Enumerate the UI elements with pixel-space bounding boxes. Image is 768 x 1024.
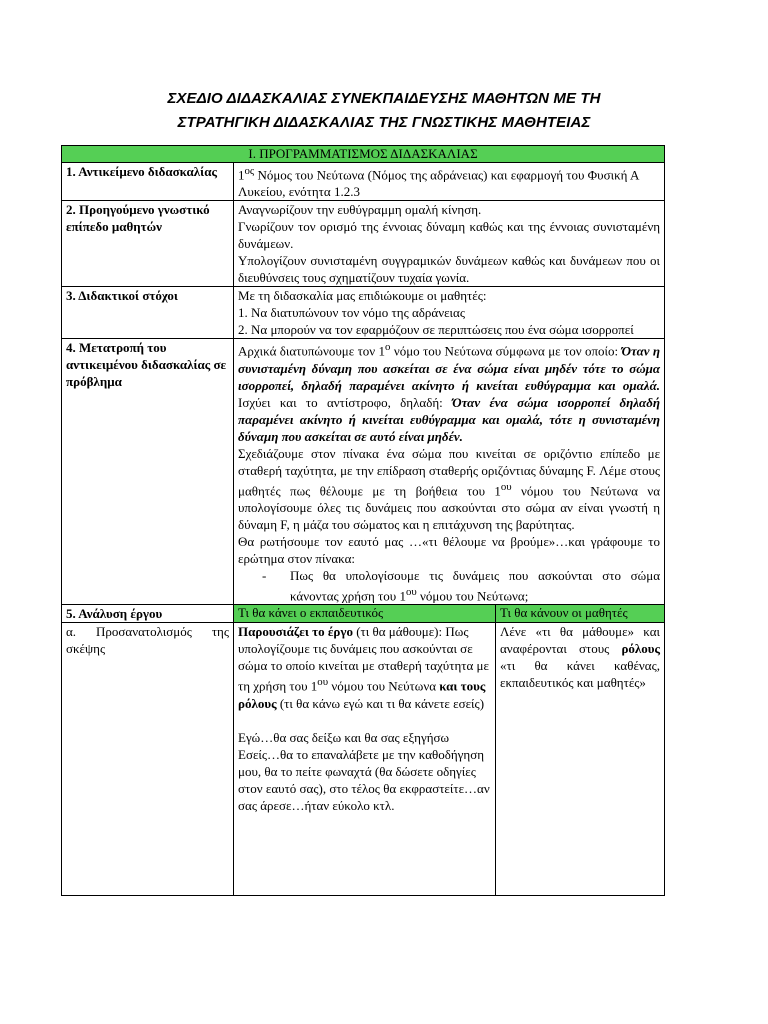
prior-knowledge-line: Υπολογίζουν συνισταμένη συγγραμικών δυνάμεων καθώς και δυνάμεων που οι διευθύνσεις τους σχηματίζουν τυχαία γωνία.: [238, 253, 661, 286]
problem-paragraph-3: Θα ρωτήσουμε τον εαυτό μας …«τι θέλουμε να βρούμε»…και γράφουμε το ερώτημα στον πίνακα:: [238, 533, 661, 566]
document-title-line-1: ΣΧΕΔΙΟ ΔΙΔΑΣΚΑΛΙΑΣ ΣΥΝΕΚΠΑΙΔΕΥΣΗΣ ΜΑΘΗΤΩΝ ΜΕ ΤΗ: [167, 90, 601, 107]
prior-knowledge-line: Αναγνωρίζουν την ευθύγραμμη ομαλή κίνηση.: [238, 202, 482, 218]
text-run: Παρουσιάζει το έργο: [238, 624, 353, 640]
document-title-line-2: ΣΤΡΑΤΗΓΙΚΗ ΔΙΔΑΣΚΑΛΙΑΣ ΤΗΣ ΓΝΩΣΤΙΚΗΣ ΜΑΘΗΤΕΙΑΣ: [177, 114, 591, 131]
student-actions: [496, 623, 665, 896]
spacer: [238, 712, 491, 729]
law-converse-statement: Όταν ένα σώμα ισορροπεί δηλαδή παραμένει ακίνητο ή κινείται ευθύγραμμα και ομαλά, τότε η συνισταμένη δύναμη που ασκείται σε αυτό είναι μηδέν.: [238, 394, 661, 444]
row-label-prior-knowledge: 2. Προηγούμενο γνωστικό επίπεδο μαθητών: [62, 201, 234, 287]
table-row: [62, 605, 665, 623]
text-run: Λένε «τι θα μάθουμε» και αναφέρονται στους: [500, 624, 661, 657]
superscript: ου: [500, 480, 512, 493]
students-column-header: Τι θα κάνουν οι μαθητές: [496, 605, 665, 623]
text-run: Σχεδιάζουμε στον πίνακα ένα σώμα που κινείται σε οριζόντιο επίπεδο με σταθερή ταχύτητα, με την επίδραση σταθερής οριζόντιας δύναμης F. Λέμε στους μαθητές πως θέλουμε με τη βοήθεια του 1: [238, 445, 661, 498]
law-statement: Όταν η συνισταμένη δύναμη που ασκείται σε ένα σώμα είναι μηδέν τότε το σώμα ισορροπεί, δηλαδή παραμένει ακίνητο ή κινείται ευθύγραμμα και ομαλά.: [238, 343, 661, 393]
table-row: [62, 339, 665, 605]
row-label-objectives: 3. Διδακτικοί στόχοι: [62, 287, 234, 339]
table-row: [62, 201, 665, 287]
row-label-orientation: α. Προσανατολισμός της σκέψης: [62, 623, 234, 896]
law-number-suffix: ος: [244, 165, 255, 177]
text-run: νόμου του Νεύτωνα;: [416, 588, 529, 604]
row-content-prior-knowledge: [234, 201, 665, 287]
text-run: (τι θα κάνω εγώ και τι θα κάνετε εσείς): [276, 695, 485, 711]
prior-knowledge-line: Γνωρίζουν τον ορισμό της έννοιας δύναμη καθώς και της έννοιας συνισταμένη δυνάμεων.: [238, 219, 661, 252]
superscript: ου: [317, 676, 329, 689]
text-run: (τι θα μάθουμε): Πως υπολογίζουμε τις δυνάμεις που ασκούνται σε σώμα το οποίο κινείται με σταθερή ταχύτητα με τη χρήση του 1: [238, 624, 489, 694]
section-header: Ι. ΠΡΟΓΡΑΜΜΑΤΙΣΜΟΣ ΔΙΔΑΣΚΑΛΙΑΣ: [62, 146, 665, 163]
teacher-paragraph-2: Εγώ…θα σας δείξω και θα σας εξηγήσω: [238, 729, 450, 745]
row-content-problem: [234, 339, 665, 605]
law-number: 1: [238, 167, 245, 183]
teacher-column-header: Τι θα κάνει ο εκπαιδευτικός: [234, 605, 496, 623]
text-run: ρόλους: [621, 641, 661, 657]
text-run: Αρχικά διατυπώνουμε τον 1: [238, 343, 386, 359]
lesson-plan-table: [61, 145, 665, 896]
table-row: [62, 163, 665, 201]
superscript: ου: [405, 585, 417, 598]
table-row: [62, 623, 665, 896]
subject-text: Νόμος του Νεύτωνα (Νόμος της αδράνειας) και εφαρμογή του Φυσική Α Λυκείου, ενότητα 1.2.3: [238, 167, 639, 200]
section-header-row: [62, 146, 665, 163]
teacher-actions: [234, 623, 496, 896]
problem-question: [238, 567, 660, 604]
objective-item: 1. Να διατυπώνουν τον νόμο της αδράνειας: [238, 305, 466, 321]
text-run: «τι θα κάνει καθένας, εκπαιδευτικός και μαθητές»: [500, 658, 661, 691]
text-run: και τους ρόλους: [238, 678, 486, 711]
teacher-paragraph-3: Εσείς…θα το επαναλάβετε με την καθοδήγηση μου, θα το πείτε φωναχτά (θα δώσετε οδηγίες στον εαυτό σας), στο τέλος θα εκφραστείτε…αν σας άρεσε…ήταν εύκολο κτλ.: [238, 746, 490, 813]
row-label-problem: 4. Μετατροπή του αντικειμένου διδασκαλίας σε πρόβλημα: [62, 339, 234, 605]
row-content-subject: [234, 163, 665, 201]
text-run: νόμου του Νεύτωνα: [328, 678, 440, 694]
objective-item: 2. Να μπορούν να τον εφαρμόζουν σε περιπτώσεις που ένα σώμα ισορροπεί: [238, 322, 634, 338]
text-run: νόμου του Νεύτωνα να υπολογίσουμε όλες τις δυνάμεις που ασκούνται στο σώμα αν είναι γνωστή η δύναμη F, η μάζα του σώματος και η επιτάχυνση της βαρύτητας.: [238, 482, 661, 532]
superscript: ο: [385, 341, 391, 354]
text-run: Ισχύει και το αντίστροφο, δηλαδή:: [238, 394, 453, 410]
objectives-intro: Με τη διδασκαλία μας επιδιώκουμε οι μαθητές:: [238, 288, 487, 304]
problem-paragraph-1: [238, 339, 660, 444]
table-row: [62, 287, 665, 339]
dash-bullet: -: [262, 567, 267, 583]
problem-paragraph-2: [238, 445, 660, 533]
teacher-paragraph-1: [238, 623, 491, 711]
row-content-objectives: [234, 287, 665, 339]
row-label-subject: 1. Αντικείμενο διδασκαλίας: [62, 163, 234, 201]
text-run: Πως θα υπολογίσουμε τις δυνάμεις που ασκούνται στο σώμα κάνοντας χρήση του 1: [290, 567, 661, 604]
row-label-task-analysis: 5. Ανάλυση έργου: [62, 605, 234, 623]
text-run: νόμο του Νεύτωνα σύμφωνα με τον οποίο:: [390, 343, 622, 359]
